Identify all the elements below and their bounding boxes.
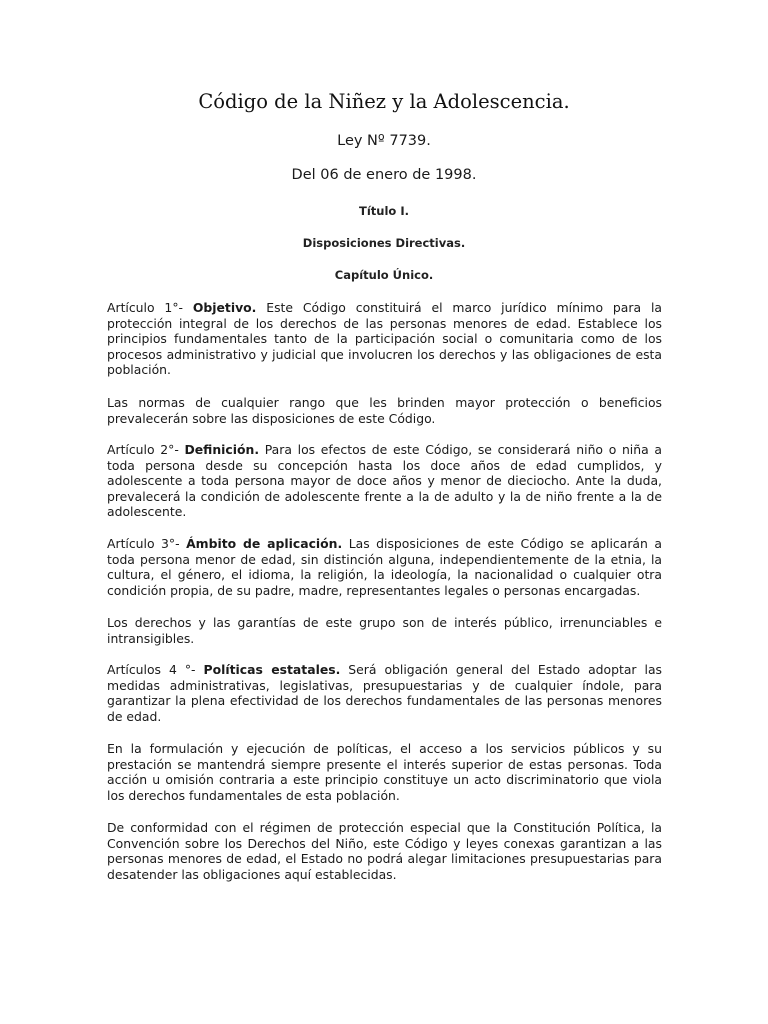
paragraph-text: En la formulación y ejecución de políticas, el acceso a los servicios públicos y su prestación se mantendrá siempre presente el interés superior de estas personas. Toda acción u omisión contraria a este principio constituye un acto discriminatorio que viola los derechos fundamentales de esta población. bbox=[107, 741, 662, 803]
article-text: Para los efectos de este Código, se considerará niño o niña a toda persona desde su concepción hasta los doce años de edad cumplidos, y adolescente a toda persona mayor de doce años y menor de dieciocho. Ante la duda, prevalecerá la condición de adolescente frente a la de adulto y la de niño frente a la de adolescente. bbox=[107, 442, 662, 520]
law-number: Ley Nº 7739. bbox=[337, 133, 431, 149]
article-4-paragraph bbox=[107, 662, 662, 724]
paragraph-text: De conformidad con el régimen de protección especial que la Constitución Política, la Convención sobre los Derechos del Niño, este Código y leyes conexas garantizan a las personas menores de edad, el Estado no podrá alegar limitaciones presupuestarias para desatender las obligaciones aquí establecidas. bbox=[107, 820, 662, 882]
chapter-heading: Capítulo Único. bbox=[334, 268, 434, 282]
article-heading: Definición. bbox=[184, 442, 260, 457]
article-lead: Artículos 4 °- bbox=[107, 662, 204, 677]
article-text: Las disposiciones de este Código se aplicarán a toda persona menor de edad, sin distinción alguna, independientemente de la etnia, la cultura, el género, el idioma, la religión, la ideología, la nacionalidad o cualquier otra condición propia, de su padre, madre, representantes legales o personas encargadas. bbox=[107, 536, 662, 598]
title-heading: Título I. bbox=[359, 204, 409, 218]
paragraph-text: Los derechos y las garantías de este grupo son de interés público, irrenunciables e intransigibles. bbox=[107, 615, 662, 646]
article-4-paragraph-3 bbox=[107, 820, 662, 882]
article-2-paragraph bbox=[107, 442, 662, 520]
article-4-paragraph-2 bbox=[107, 741, 662, 803]
article-lead: Artículo 1°- bbox=[107, 300, 193, 315]
article-heading: Objetivo. bbox=[192, 300, 257, 315]
document-title: Código de la Niñez y la Adolescencia. bbox=[198, 90, 570, 113]
article-1-paragraph bbox=[107, 300, 662, 378]
section-heading: Disposiciones Directivas. bbox=[302, 236, 466, 250]
article-heading: Políticas estatales. bbox=[203, 662, 341, 677]
article-1-paragraph-2 bbox=[107, 395, 662, 426]
article-3-paragraph-2 bbox=[107, 615, 662, 646]
article-text: Será obligación general del Estado adoptar las medidas administrativas, legislativas, presupuestarias y de cualquier índole, para garantizar la plena efectividad de los derechos fundamentales de las personas menores de edad. bbox=[107, 662, 663, 724]
article-3-paragraph bbox=[107, 536, 662, 598]
article-text: Este Código constituirá el marco jurídico mínimo para la protección integral de los derechos de las personas menores de edad. Establece los principios fundamentales tanto de la participación social o comunitaria como de los procesos administrativo y judicial que involucren los derechos y las obligaciones de esta población. bbox=[107, 300, 662, 378]
article-lead: Artículo 2°- bbox=[107, 442, 185, 457]
law-date: Del 06 de enero de 1998. bbox=[291, 167, 477, 183]
article-heading: Ámbito de aplicación. bbox=[186, 536, 343, 551]
paragraph-text: Las normas de cualquier rango que les brinden mayor protección o beneficios prevalecerán sobre las disposiciones de este Código. bbox=[107, 395, 662, 426]
article-lead: Artículo 3°- bbox=[107, 536, 187, 551]
